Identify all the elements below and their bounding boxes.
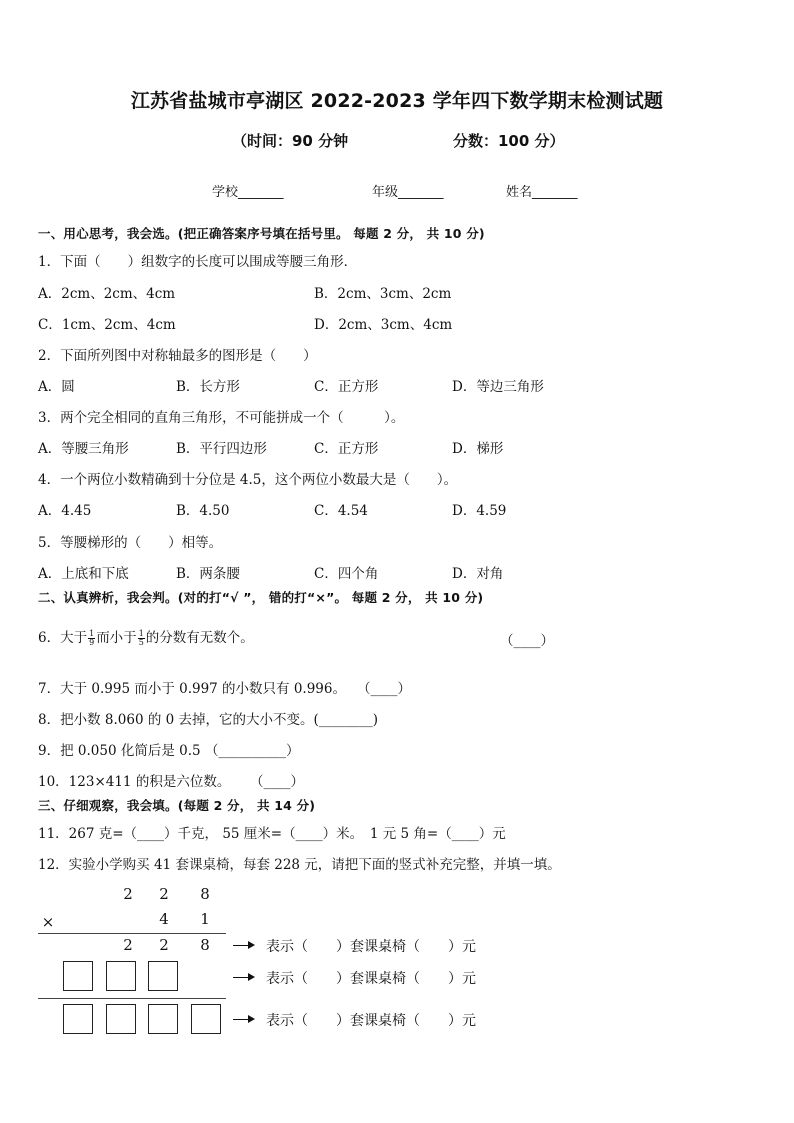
exam-score: 分数：100 分） [453, 132, 565, 150]
q7-stem: 7．大于 0.995 而小于 0.997 的小数只有 0.996。 [38, 681, 346, 697]
q1-option-a: A．2cm、2cm、4cm [38, 286, 176, 302]
q3-option-b: B．平行四边形 [176, 441, 267, 457]
partial-product-digit: 2 [159, 936, 169, 954]
q7-answer-blank[interactable]: （____） [357, 681, 411, 697]
q5-option-d: D．对角 [452, 566, 504, 582]
multiplicand-digit: 8 [200, 885, 210, 903]
q1-stem: 1．下面（ ）组数字的长度可以围成等腰三角形． [38, 254, 358, 270]
answer-box[interactable] [63, 1004, 93, 1034]
partial-product-digit: 2 [123, 936, 133, 954]
q2-option-a: A．圆 [38, 379, 75, 395]
answer-box[interactable] [148, 961, 178, 991]
grade-field: 年级_______ [372, 185, 444, 200]
q3-option-d: D．梯形 [452, 441, 504, 457]
q5-stem: 5．等腰梯形的（ ）相等。 [38, 535, 223, 551]
q10-answer-blank[interactable]: （____） [250, 774, 304, 790]
q3-option-c: C．正方形 [314, 441, 379, 457]
q4-option-c: C．4.54 [314, 503, 368, 519]
calc-line-1 [38, 933, 226, 934]
answer-box[interactable] [148, 1004, 178, 1034]
name-field: 姓名_______ [506, 185, 578, 200]
q1-option-d: D．2cm、3cm、4cm [314, 317, 453, 333]
q2-option-b: B．长方形 [176, 379, 240, 395]
section3-heading: 三、仔细观察，我会填。(每题 2 分， 共 14 分) [38, 798, 316, 813]
q4-option-a: A．4.45 [38, 503, 92, 519]
calc-note-2: 表示（ ）套课桌椅（ ）元 [266, 971, 476, 987]
section2-heading: 二、认真辨析，我会判。(对的打“√ ”， 错的打“×”。 每题 2 分， 共 10 分) [38, 590, 484, 605]
multiplier-digit: 1 [200, 910, 210, 928]
school-field: 学校_______ [212, 185, 284, 200]
q2-option-c: C．正方形 [314, 379, 379, 395]
multiply-sign: × [41, 913, 55, 931]
multiplicand-digit: 2 [159, 885, 169, 903]
q4-option-b: B．4.50 [176, 503, 230, 519]
q5-option-a: A．上底和下底 [38, 566, 129, 582]
arrow-icon [233, 1019, 253, 1020]
multiplier-digit: 4 [159, 910, 169, 928]
q12-stem: 12．实验小学购买 41 套课桌椅，每套 228 元，请把下面的竖式补充完整，并填一填。 [38, 857, 561, 873]
q6-fraction-2: $\frac{1}{5}$ [138, 629, 144, 647]
q6-mid: 而小于 [96, 630, 137, 646]
q2-option-d: D．等边三角形 [452, 379, 544, 395]
q4-stem: 4．一个两位小数精确到十分位是 4.5，这个两位小数最大是（ ）。 [38, 472, 458, 488]
q4-option-d: D．4.59 [452, 503, 507, 519]
arrow-icon [233, 977, 253, 978]
q6-post: 的分数有无数个。 [145, 630, 254, 646]
partial-product-digit: 8 [200, 936, 210, 954]
answer-box[interactable] [191, 1004, 221, 1034]
q2-stem: 2．下面所列图中对称轴最多的图形是（ ） [38, 348, 317, 364]
q5-option-c: C．四个角 [314, 566, 379, 582]
calc-note-3: 表示（ ）套课桌椅（ ）元 [266, 1013, 476, 1029]
q6-pre: 6．大于 [38, 630, 88, 646]
answer-box[interactable] [106, 961, 136, 991]
q6-answer-blank[interactable]: （____） [500, 633, 554, 649]
answer-box[interactable] [106, 1004, 136, 1034]
exam-time: （时间：90 分钟 [232, 132, 349, 150]
q1-option-b: B．2cm、3cm、2cm [314, 286, 452, 302]
q8-stem: 8．把小数 8.060 的 0 去掉，它的大小不变。(________) [38, 712, 379, 728]
q5-option-b: B．两条腰 [176, 566, 240, 582]
calc-note-1: 表示（ ）套课桌椅（ ）元 [266, 939, 476, 955]
q3-stem: 3．两个完全相同的直角三角形，不可能拼成一个（ ）。 [38, 410, 405, 426]
q10-stem: 10．123×411 的积是六位数。 [38, 774, 231, 790]
arrow-icon [233, 945, 253, 946]
q1-option-c: C．1cm、2cm、4cm [38, 317, 176, 333]
q9-stem: 9．把 0.050 化简后是 0.5 [38, 743, 201, 759]
calc-line-2 [38, 998, 226, 999]
q3-option-a: A．等腰三角形 [38, 441, 129, 457]
q6-stem [38, 626, 254, 647]
multiplicand-digit: 2 [123, 885, 133, 903]
q11-stem: 11．267 克=（____）千克， 55 厘米=（____）米。 1 元 5 角=（____）元 [38, 826, 506, 842]
exam-title: 江苏省盐城市亭湖区 2022-2023 学年四下数学期末检测试题 [130, 90, 664, 112]
q6-fraction-1: $\frac{1}{9}$ [89, 629, 95, 647]
q9-answer-blank[interactable]: （__________） [205, 743, 300, 759]
answer-box[interactable] [63, 961, 93, 991]
section1-heading: 一、用心思考，我会选。(把正确答案序号填在括号里。 每题 2 分， 共 10 分) [38, 226, 485, 241]
